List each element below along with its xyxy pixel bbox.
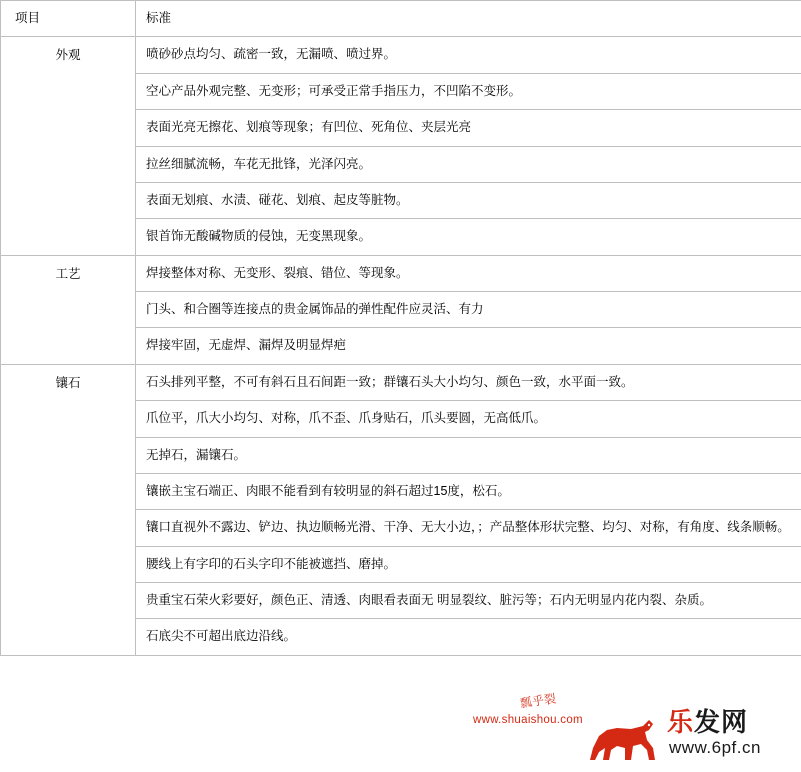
standard-cell: 无掉石，漏镶石。 [136,437,801,473]
table-header-row [1,1,801,37]
watermark-brand-left: 乐 [667,707,695,737]
horse-logo-icon [587,718,663,764]
standard-cell: 焊接牢固，无虚焊、漏焊及明显焊疤 [136,328,801,364]
standard-cell: 镶口直视外不露边、铲边、执边顺畅光滑、干净、无大小边，；产品整体形状完整、均匀、对称，有角度、线条顺畅。 [136,510,801,546]
column-header-standard: 标准 [136,1,801,37]
standard-cell: 石头排列平整，不可有斜石且石间距一致；群镶石头大小均匀、颜色一致，水平面一致。 [136,364,801,400]
standard-cell: 门头、和合圈等连接点的贵金属饰品的弹性配件应灵活、有力 [136,292,801,328]
standard-cell: 喷砂砂点均匀、疏密一致，无漏喷、喷过界。 [136,37,801,73]
standard-cell: 石底尖不可超出底边沿线。 [136,619,801,655]
table-row [1,37,801,73]
watermark-stamp: 瓢乎裂 [519,691,557,711]
column-header-item: 项目 [1,1,136,37]
standard-cell: 腰线上有字印的石头字印不能被遮挡、磨掉。 [136,546,801,582]
section-label-appearance: 外观 [1,37,136,255]
watermark-domain: www.6pf.cn [669,738,761,757]
table-row [1,364,801,400]
standard-cell: 表面无划痕、水渍、碰花、划痕、起皮等脏物。 [136,182,801,218]
watermark-url: www.shuaishou.com [473,714,583,726]
standard-cell: 空心产品外观完整、无变形；可承受正常手指压力，不凹陷不变形。 [136,73,801,109]
table-row [1,255,801,291]
section-label-setting: 镶石 [1,364,136,655]
standard-cell: 爪位平，爪大小均匀、对称，爪不歪、爪身贴石，爪头要圆，无高低爪。 [136,401,801,437]
standard-cell: 贵重宝石荣火彩要好，颜色正、清透、肉眼看表面无 明显裂纹、脏污等；石内无明显内花内裂、杂质。 [136,583,801,619]
watermark-brand [667,702,748,739]
standard-cell: 拉丝细腻流畅，车花无批锋，光泽闪亮。 [136,146,801,182]
section-label-craft: 工艺 [1,255,136,364]
standard-cell: 焊接整体对称、无变形、裂痕、错位、等现象。 [136,255,801,291]
standard-cell: 表面光亮无擦花、划痕等现象；有凹位、死角位、夹层光亮 [136,110,801,146]
standard-cell: 银首饰无酸碱物质的侵蚀，无变黑现象。 [136,219,801,255]
standard-cell: 镶嵌主宝石端正、肉眼不能看到有较明显的斜石超过15度，松石。 [136,473,801,509]
watermark-brand-right: 发网 [694,707,749,737]
